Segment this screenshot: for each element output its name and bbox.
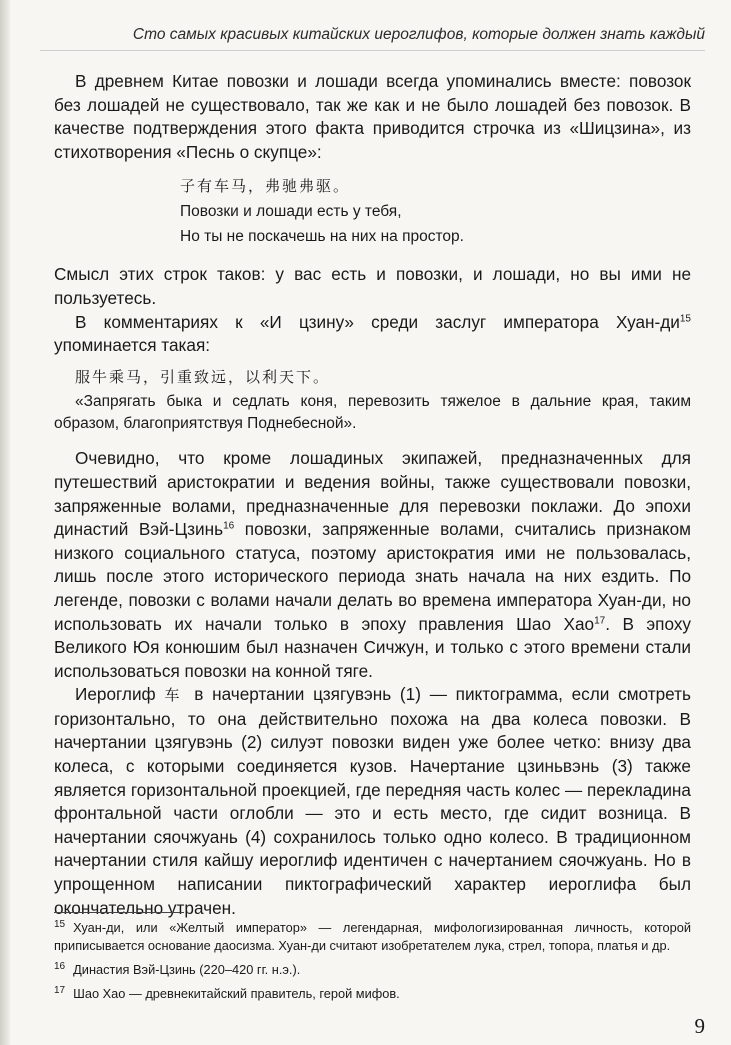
- footnote-divider: [54, 912, 184, 913]
- footnote-text: Шао Хао — древнекитайский правитель, герой мифов.: [73, 986, 400, 1001]
- footnote-ref-16[interactable]: 16: [223, 520, 235, 532]
- page-number: 9: [694, 1014, 705, 1038]
- paragraph-3: [54, 311, 691, 358]
- paragraph-3-text-end: упоминается такая:: [54, 335, 211, 356]
- footnotes: [54, 912, 691, 1009]
- poem-line-1: Повозки и лошади есть у тебя,: [180, 203, 402, 221]
- quote-translation: «Запрягать быка и седлать коня, перевозить тяжелое в дальние края, таким образом, благоприятствуя Поднебесной».: [54, 393, 691, 433]
- footnote-number: 15: [54, 918, 66, 930]
- paragraph-4-text-a: Очевидно, что кроме лошадиных экипажей, предназначенных для путешествий аристократии и ведения войны, также существовали повозки, запряженные волами, предназначенные для перевозки поклажи. До эпохи династий Вэй-Цзинь: [54, 448, 691, 540]
- page-binding-edge: [0, 0, 10, 1045]
- paragraph-5-text-a: Иероглиф: [75, 684, 165, 705]
- poem-line-2: Но ты не поскачешь на них на простор.: [180, 228, 464, 246]
- paragraph-4-text-c: . В эпоху Великого Юя конюшим был назначен Сичжун, и только с этого времени стали использоваться повозки на конной тяге.: [54, 613, 692, 681]
- paragraph-5: [54, 683, 691, 920]
- footnote-16: [54, 961, 691, 979]
- footnote-17: [54, 985, 691, 1003]
- page-body: [54, 70, 691, 920]
- paragraph-2: Смысл этих строк таков: у вас есть и повозки, и лошади, но вы ими не пользуетесь.: [54, 264, 691, 308]
- poem-chinese-line: 子有车马，弗驰弗驱。: [180, 177, 351, 196]
- paragraph-4: [54, 447, 691, 683]
- footnote-15: [54, 919, 691, 955]
- quote-chinese-line: 服牛乘马，引重致远，以利天下。: [75, 367, 331, 386]
- footnote-ref-17[interactable]: 17: [594, 614, 606, 626]
- footnote-text: Хуан-ди, или «Желтый император» — легендарная, мифологизированная личность, которой приписывается основание даосизма. Хуан-ди считают изобретателем лука, стрел, топора, платья и др.: [54, 920, 691, 953]
- footnote-ref-15[interactable]: 15: [679, 312, 691, 324]
- paragraph-3-text: В комментариях к «И цзину» среди заслуг императора Хуан-ди: [75, 311, 680, 332]
- footnote-number: 17: [54, 984, 66, 996]
- paragraph-4-text-b: повозки, запряженные волами, считались признаком низкого социального статуса, поэтому аристократия ими не пользовалась, лишь после этого исторического периода знать начала на них ездить. По легенде, повозки с волами начали делать во времена императора Хуан-ди, но использовать их начали только в эпоху правления Шао Хао: [54, 519, 691, 634]
- paragraph-1: В древнем Китае повозки и лошади всегда упоминались вместе: повозок без лошадей не существовало, так же как и не было лошадей без повозок. В качестве подтверждения этого факта приводится строчка из «Шицзина», из стихотворения «Песнь о скупце»:: [54, 71, 691, 162]
- footnote-text: Династия Вэй-Цзинь (220–420 гг. н.э.).: [73, 962, 301, 977]
- footnote-number: 16: [54, 960, 66, 972]
- character-che: 车: [164, 686, 186, 705]
- running-header: Сто самых красивых китайских иероглифов, которые должен знать каждый: [40, 26, 705, 51]
- paragraph-5-text-b: в начертании цзягувэнь (1) — пиктограмма, если смотреть горизонтально, то она действительно похожа на два колеса повозки. В начертании цзягувэнь (2) силуэт повозки виден уже более четко: внизу два колеса, с которыми соединяется кузов. Начертание цзиньвэнь (3) также является горизонтальной проекцией, где передняя часть колес — перекладина фронтальной части оглобли — это и есть место, где сидит возница. В начертании сяочжуань (4) сохранилось только одно колесо. В традиционном начертании стиля кайшу иероглиф идентичен с начертанием сяочжуань. Но в упрощенном написании пиктографический характер иероглифа был окончательно утрачен.: [54, 684, 691, 918]
- poem-block: [180, 174, 691, 249]
